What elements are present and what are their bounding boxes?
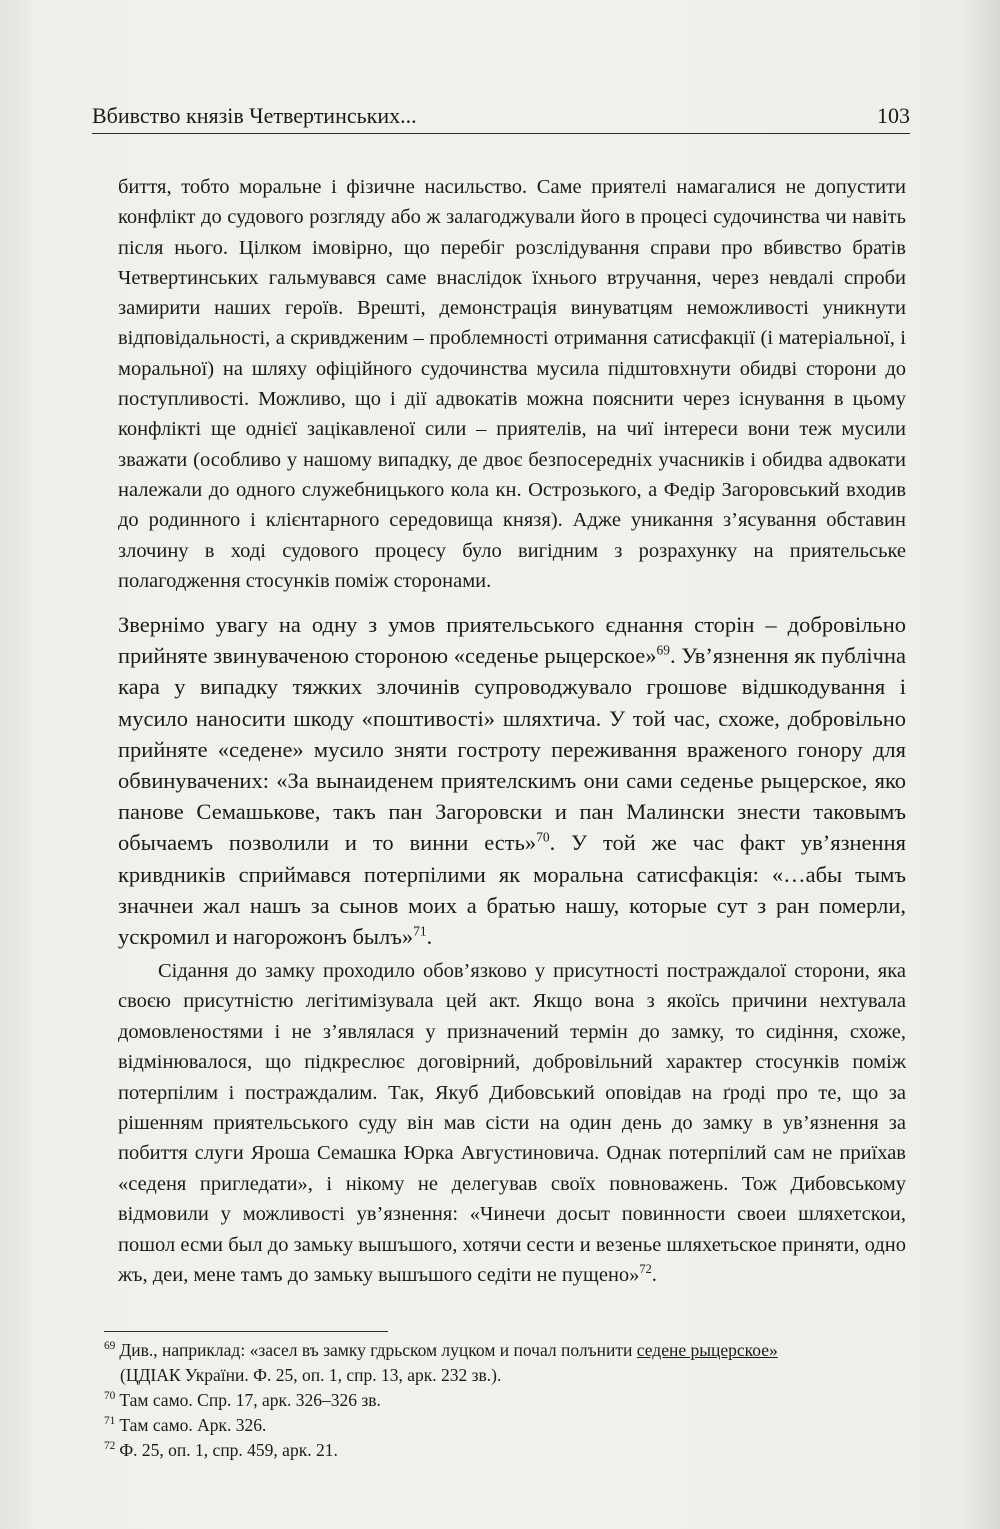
footnote-69 (104, 1338, 910, 1388)
paragraph-2-part-2: . Ув’язнення як публічна кара у випадку тяжких злочинів супроводжувало грошове відшкодування і мусило наносити шкоду «поштивості» шляхтича. У той час, схоже, добровільно прийняте «седене» мусило зняти гостроту переживання враженого гонору для обвинувачених: «За вынаиденем приятелскимъ они сами седенье рыцерское, яко панове Семашькове, такъ пан Загоровски и пан Малински знести таковымъ обычаемъ позволили и то винни есть» (118, 643, 906, 856)
paragraph-3-text (118, 956, 906, 1290)
footnote-ref-69[interactable]: 69 (656, 642, 671, 658)
paragraph-3-part-2: . (651, 1264, 657, 1287)
footnotes (104, 1338, 910, 1463)
footnote-ref-71[interactable]: 71 (413, 923, 427, 939)
footnote-text: Див., наприклад: «засел въ замку гдрьском луцком и почал полънити (119, 1340, 637, 1360)
paragraph-1 (118, 172, 906, 596)
footnote-number: 69 (104, 1340, 116, 1353)
footnote-number: 70 (104, 1390, 116, 1403)
paragraph-3 (118, 956, 906, 1290)
footnote-71 (104, 1413, 910, 1438)
paragraph-3-part-1: Сідання до замку проходило обов’язково у присутності постраждалої сторони, яка своєю присутністю легітимізувала цей акт. Якщо вона з якоїсь причини нехтувала домовленостями і не з’являлася у призначений термін до замку, то сидіння, схоже, відмінювалося, що підкреслює договірний, добровільний характер стосунків поміж потерпілим і постраждалим. Так, Якуб Дибовський оповідав на ґроді про те, що за рішенням приятельського суду він мав сісти на один день до замку в ув’язнення за побиття слуги Яроша Семашка Юрка Августиновича. Однак потерпілий сам не приїхав «седеня пригледати», і нікому не делегував своїх повноважень. Тож Дибовському відмовили у можливості ув’язнення: «Чинечи досыт повинности своеи шляхетскои, пошол есми был до замьку вышъшого, хотячи сести и везенье шляхетьское приняти, одно жъ, деи, мене тамъ до замьку вышъшого седiти не пущено» (118, 960, 906, 1287)
footnote-text: Там само. Арк. 326. (119, 1415, 267, 1435)
paragraph-2 (118, 609, 906, 952)
footnote-underlined-quote: седене рыцерское» (636, 1340, 778, 1360)
running-head (92, 100, 910, 134)
footnote-text: Ф. 25, оп. 1, спр. 459, арк. 21. (119, 1440, 338, 1460)
footnote-72 (104, 1438, 910, 1463)
footnote-text: Там само. Спр. 17, арк. 326–326 зв. (119, 1390, 381, 1410)
paragraph-1-text: биття, тобто моральне і фізичне насильство. Саме приятелі намагалися не допустити конфлікт до судового розгляду або ж залагоджували його в процесі судочинства чи навіть після нього. Цілком імовірно, що перебіг розслідування справи про вбивство братів Четвертинських гальмувався саме внаслідок їхнього втручання, через невдалі спроби замирити наших героїв. Врешті, демонстрація винуватцям неможливості уникнути відповідальності, а скривдженим – проблемності отримання сатисфакції (і матеріальної, і моральної) на шляху офіційного судочинства мусила підштовхнути обидві сторони до поступливості. Можливо, що і дії адвокатів можна пояснити через існування в цьому конфлікті ще однієї зацікавленої сили – приятелів, на чиї інтереси вони теж мусили зважати (особливо у нашому випадку, де двоє безпосередніх учасників і обидва адвокати належали до одного служебницького кола кн. Острозького, а Федір Загоровський входив до родинного і клієнтарного середовища князя). Адже уникання з’ясування обставин злочину в ході судового процесу було вигідним з розрахунку на приятельське полагодження стосунків поміж сторонами. (118, 176, 906, 592)
page-number: 103 (877, 103, 910, 128)
footnote-ref-72[interactable]: 72 (639, 1262, 652, 1277)
paragraph-2-text (118, 609, 906, 952)
paragraph-2-part-3: . У той же час факт ув’язнення кривдників сприймався потерпілими як моральна сатисфакція: «…абы тымъ значнеи жал нашъ за сынов моих а братью нашу, которые сут з ран померли, ускромил и нагорожонъ былъ» (118, 830, 906, 950)
paragraph-2-part-4: . (426, 924, 433, 950)
footnote-number: 72 (104, 1440, 116, 1453)
footnote-ref-70[interactable]: 70 (536, 829, 550, 845)
running-title: Вбивство князів Четвертинських... (92, 103, 417, 128)
footnote-divider (104, 1331, 388, 1332)
footnote-text-continued: (ЦДІАК України. Ф. 25, оп. 1, спр. 13, арк. 232 зв.). (120, 1365, 502, 1385)
footnote-number: 71 (104, 1415, 116, 1428)
footnote-70 (104, 1388, 910, 1413)
paragraph-2-part-1: Звернімо увагу на одну з умов приятельського єднання сторін – добровільно прийняте звинуваченою стороною «седенье рыцерское» (118, 612, 906, 669)
